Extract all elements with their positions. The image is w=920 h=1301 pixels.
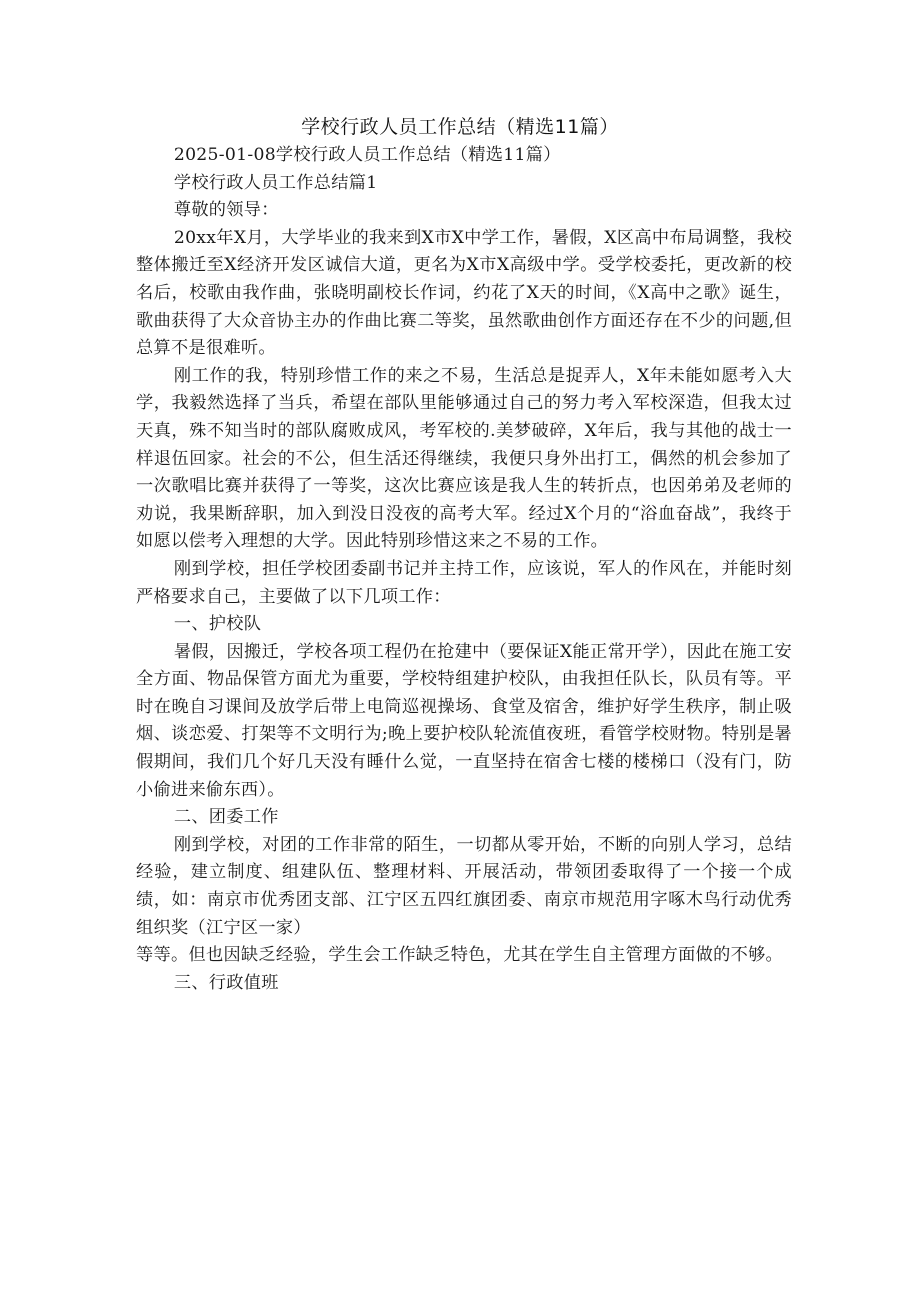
section-heading: 一、护校队 [173, 614, 262, 635]
paragraph: 刚到学校，担任学校团委副书记并主持工作，应该说，军人的作风在，并能时刻严格要求自己，主要做了以下几项工作： [136, 558, 792, 607]
document-body [136, 142, 792, 997]
salutation: 尊敬的领导： [173, 200, 279, 221]
article-heading: 学校行政人员工作总结篇1 [173, 172, 378, 193]
section-heading: 三、行政值班 [173, 972, 279, 993]
date-line: 2025-01-08学校行政人员工作总结（精选11篇） [173, 145, 561, 165]
paragraph: 刚到学校，对团的工作非常的陌生，一切都从零开始，不断的向别人学习，总结经验，建立制度、组建队伍、整理材料、开展活动，带领团委取得了一个接一个成绩，如：南京市优秀团支部、江宁区五四红旗团委、南京市规范用字啄木鸟行动优秀组织奖（江宁区一家） [136, 834, 792, 938]
paragraph: 刚工作的我，特别珍惜工作的来之不易，生活总是捉弄人，X年未能如愿考入大学，我毅然选择了当兵，希望在部队里能够通过自己的努力考入军校深造，但我太过天真，殊不知当时的部队腐败成风，考军校的.美梦破碎，X年后，我与其他的战士一样退伍回家。社会的不公，但生活还得继续，我便只身外出打工，偶然的机会参加了一次歌唱比赛并获得了一等奖，这次比赛应该是我人生的转折点，也因弟弟及老师的劝说，我果断辞职，加入到没日没夜的高考大军。经过X个月的“浴血奋战”，我终于如愿以偿考入理想的大学。因此特别珍惜这来之不易的工作。 [136, 365, 792, 552]
paragraph: 等等。但也因缺乏经验，学生会工作缺乏特色，尤其在学生自主管理方面做的不够。 [136, 945, 784, 966]
section-heading: 二、团委工作 [173, 807, 279, 828]
paragraph: 20xx年X月，大学毕业的我来到X市X中学工作，暑假，X区高中布局调整，我校整体搬迁至X经济开发区诚信大道，更名为X市X高级中学。受学校委托，更改新的校名后，校歌由我作曲，张晓明副校长作词，约花了X天的时间，《X高中之歌》诞生，歌曲获得了大众音协主办的作曲比赛二等奖，虽然歌曲创作方面还存在不少的问题,但总算不是很难听。 [136, 227, 792, 359]
paragraph: 暑假，因搬迁，学校各项工程仍在抢建中（要保证X能正常开学），因此在施工安全方面、物品保管方面尤为重要，学校特组建护校队，由我担任队长，队员有等。平时在晚自习课间及放学后带上电筒巡视操场、食堂及宿舍，维护好学生秩序，制止吸烟、谈恋爱、打架等不文明行为;晚上要护校队轮流值夜班，看管学校财物。特别是暑假期间，我们几个好几天没有睡什么觉，一直坚持在宿舍七楼的楼梯口（没有门，防小偷进来偷东西）。 [136, 641, 792, 800]
document-title: 学校行政人员工作总结（精选11篇） [301, 116, 619, 138]
